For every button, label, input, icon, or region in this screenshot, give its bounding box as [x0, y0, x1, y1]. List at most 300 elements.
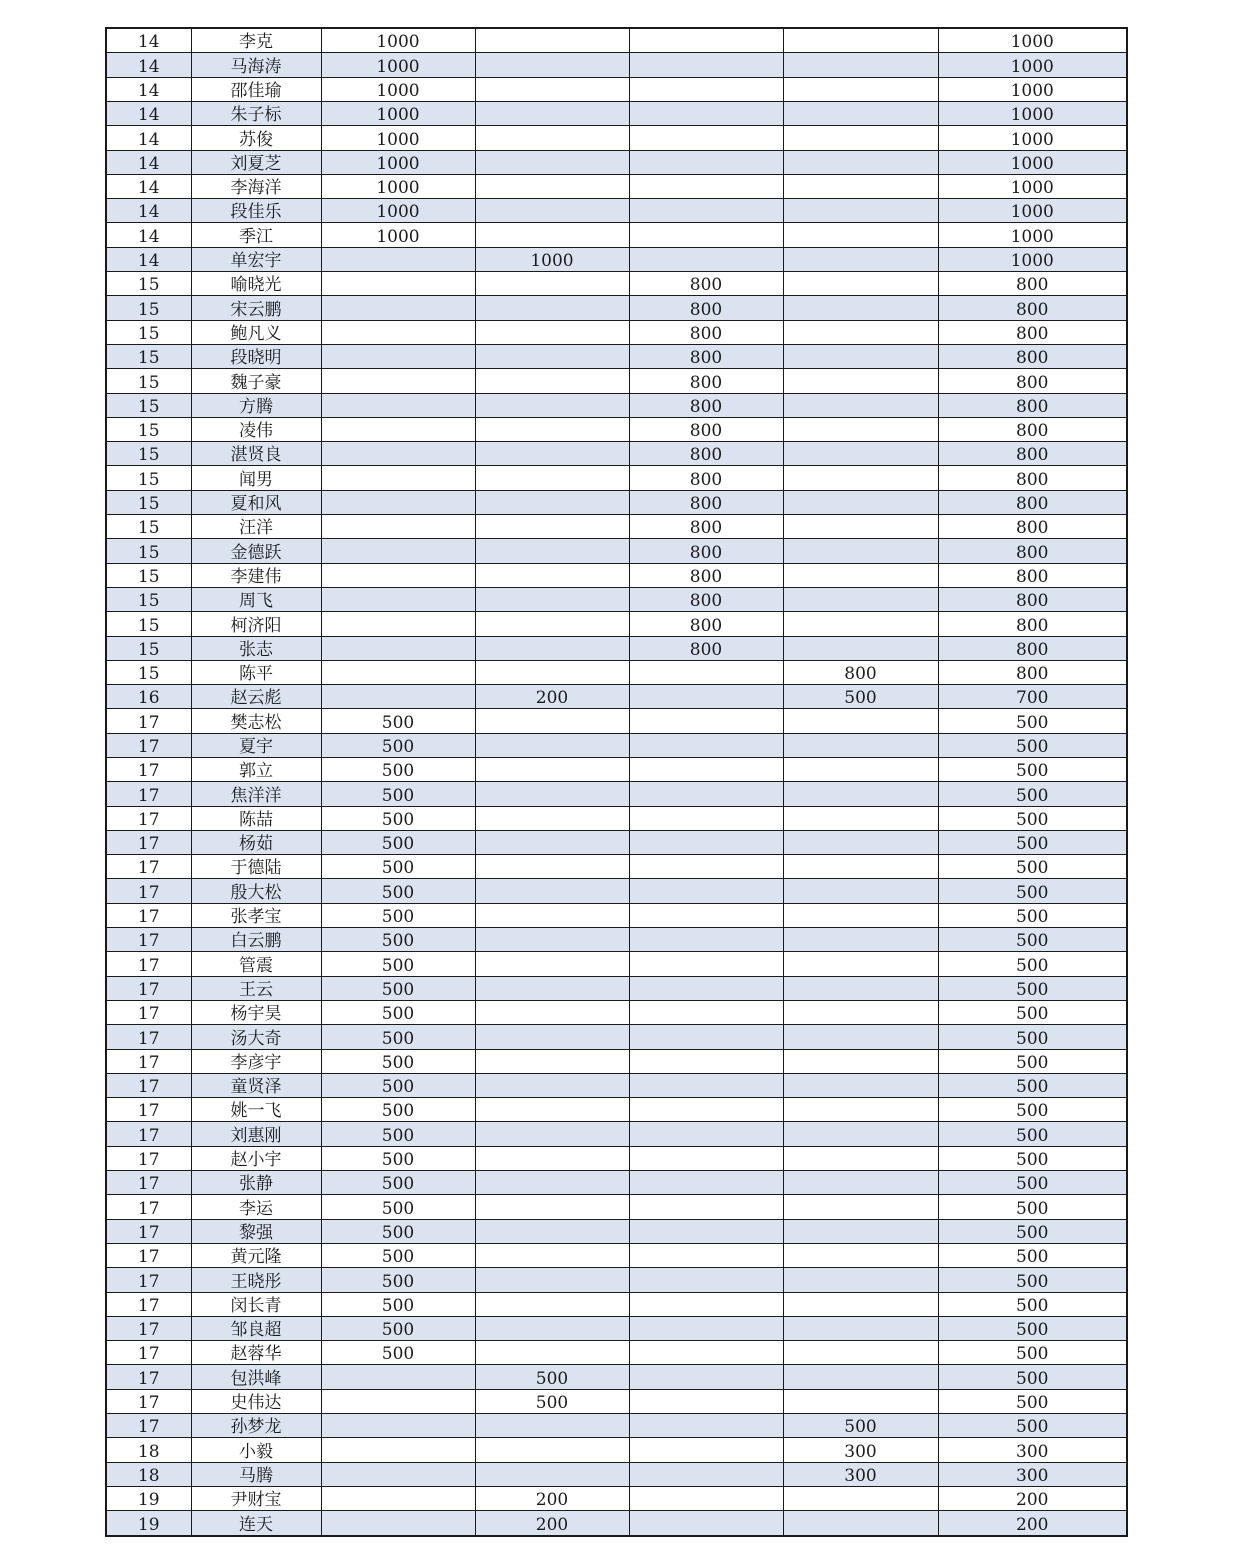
cell-amount-4: [783, 490, 938, 514]
cell-amount-2: [475, 442, 629, 466]
cell-amount-1: [321, 660, 475, 684]
cell-name: 喻晓光: [191, 272, 321, 296]
cell-amount-2: [475, 1243, 629, 1267]
cell-name: 苏俊: [191, 126, 321, 150]
cell-amount-1: [321, 369, 475, 393]
cell-amount-3: 800: [629, 296, 783, 320]
cell-amount-3: 800: [629, 393, 783, 417]
cell-amount-3: [629, 1365, 783, 1389]
cell-total: 1000: [938, 53, 1127, 77]
cell-amount-4: [783, 1098, 938, 1122]
cell-amount-2: [475, 515, 629, 539]
cell-total: 500: [938, 1000, 1127, 1024]
cell-amount-4: [783, 417, 938, 441]
cell-name: 湛贤良: [191, 442, 321, 466]
cell-name: 史伟达: [191, 1389, 321, 1413]
cell-amount-3: [629, 1219, 783, 1243]
cell-total: 1000: [938, 199, 1127, 223]
cell-amount-1: [321, 1462, 475, 1486]
cell-amount-4: [783, 174, 938, 198]
cell-total: 800: [938, 272, 1127, 296]
cell-amount-3: [629, 1414, 783, 1438]
cell-amount-2: [475, 101, 629, 125]
cell-amount-2: [475, 855, 629, 879]
cell-amount-1: 500: [321, 976, 475, 1000]
cell-name: 管震: [191, 952, 321, 976]
cell-amount-3: 800: [629, 442, 783, 466]
cell-total: 300: [938, 1438, 1127, 1462]
cell-amount-2: [475, 660, 629, 684]
cell-amount-4: [783, 1389, 938, 1413]
cell-amount-1: 500: [321, 1122, 475, 1146]
cell-rank: 17: [106, 1316, 191, 1340]
cell-name: 尹财宝: [191, 1486, 321, 1510]
cell-rank: 17: [106, 733, 191, 757]
cell-total: 500: [938, 806, 1127, 830]
cell-amount-3: [629, 952, 783, 976]
cell-amount-2: [475, 1414, 629, 1438]
cell-amount-4: [783, 369, 938, 393]
cell-total: 500: [938, 1122, 1127, 1146]
table-row: [106, 466, 1127, 490]
cell-total: 800: [938, 417, 1127, 441]
table-row: [106, 1122, 1127, 1146]
cell-amount-1: 500: [321, 1292, 475, 1316]
cell-amount-2: [475, 272, 629, 296]
cell-amount-4: [783, 1268, 938, 1292]
cell-amount-1: 1000: [321, 223, 475, 247]
cell-amount-4: [783, 101, 938, 125]
cell-amount-3: 800: [629, 587, 783, 611]
cell-amount-1: 500: [321, 1219, 475, 1243]
cell-amount-1: 1000: [321, 199, 475, 223]
cell-amount-3: [629, 1511, 783, 1536]
cell-amount-4: [783, 1073, 938, 1097]
cell-rank: 17: [106, 1146, 191, 1170]
cell-rank: 18: [106, 1438, 191, 1462]
cell-rank: 14: [106, 28, 191, 53]
table-row: [106, 28, 1127, 53]
cell-amount-4: [783, 563, 938, 587]
cell-amount-3: [629, 1049, 783, 1073]
cell-rank: 15: [106, 636, 191, 660]
cell-name: 周飞: [191, 587, 321, 611]
cell-total: 1000: [938, 126, 1127, 150]
cell-amount-2: [475, 1462, 629, 1486]
table-row: [106, 1341, 1127, 1365]
cell-name: 张孝宝: [191, 903, 321, 927]
cell-name: 邵佳瑜: [191, 77, 321, 101]
cell-name: 闻男: [191, 466, 321, 490]
cell-amount-4: [783, 1122, 938, 1146]
cell-amount-2: [475, 1098, 629, 1122]
table-row: [106, 806, 1127, 830]
cell-amount-2: 500: [475, 1389, 629, 1413]
cell-amount-2: [475, 150, 629, 174]
cell-rank: 17: [106, 757, 191, 781]
cell-amount-1: [321, 612, 475, 636]
cell-amount-3: [629, 1438, 783, 1462]
cell-amount-1: [321, 320, 475, 344]
cell-name: 邹良超: [191, 1316, 321, 1340]
table-row: [106, 1000, 1127, 1024]
cell-amount-3: 800: [629, 515, 783, 539]
table-row: [106, 1025, 1127, 1049]
cell-amount-2: 200: [475, 1486, 629, 1510]
table-row: [106, 393, 1127, 417]
cell-amount-1: 500: [321, 782, 475, 806]
table-row: [106, 417, 1127, 441]
cell-amount-4: [783, 1025, 938, 1049]
cell-amount-3: [629, 709, 783, 733]
cell-rank: 17: [106, 879, 191, 903]
cell-amount-2: [475, 344, 629, 368]
cell-rank: 19: [106, 1511, 191, 1536]
table-row: [106, 928, 1127, 952]
table-row: [106, 709, 1127, 733]
cell-rank: 15: [106, 587, 191, 611]
cell-amount-4: [783, 223, 938, 247]
table-row: [106, 612, 1127, 636]
cell-rank: 17: [106, 1049, 191, 1073]
cell-amount-3: [629, 830, 783, 854]
cell-name: 郭立: [191, 757, 321, 781]
cell-name: 黄元隆: [191, 1243, 321, 1267]
cell-amount-4: [783, 1292, 938, 1316]
cell-amount-3: [629, 806, 783, 830]
table-row: [106, 1486, 1127, 1510]
cell-amount-2: 200: [475, 685, 629, 709]
cell-name: 季江: [191, 223, 321, 247]
cell-amount-2: [475, 1146, 629, 1170]
cell-name: 金德跃: [191, 539, 321, 563]
cell-total: 700: [938, 685, 1127, 709]
cell-amount-4: [783, 53, 938, 77]
cell-amount-1: 500: [321, 1000, 475, 1024]
cell-rank: 15: [106, 344, 191, 368]
cell-amount-4: [783, 1341, 938, 1365]
cell-rank: 14: [106, 247, 191, 271]
cell-amount-4: [783, 952, 938, 976]
cell-amount-3: [629, 174, 783, 198]
cell-amount-4: [783, 733, 938, 757]
cell-amount-2: [475, 757, 629, 781]
table-row: [106, 369, 1127, 393]
cell-amount-3: [629, 150, 783, 174]
cell-amount-4: [783, 77, 938, 101]
cell-amount-4: [783, 1219, 938, 1243]
table-row: [106, 126, 1127, 150]
cell-total: 800: [938, 393, 1127, 417]
cell-amount-3: 800: [629, 417, 783, 441]
cell-amount-1: [321, 587, 475, 611]
cell-amount-4: [783, 636, 938, 660]
table-row: [106, 199, 1127, 223]
cell-name: 王晓彤: [191, 1268, 321, 1292]
cell-name: 黎强: [191, 1219, 321, 1243]
cell-total: 500: [938, 1049, 1127, 1073]
cell-amount-1: 500: [321, 1268, 475, 1292]
cell-name: 凌伟: [191, 417, 321, 441]
cell-amount-3: [629, 1316, 783, 1340]
cell-amount-1: 500: [321, 1025, 475, 1049]
cell-amount-4: [783, 855, 938, 879]
ranking-table: [105, 27, 1128, 1537]
cell-total: 500: [938, 1341, 1127, 1365]
cell-amount-2: [475, 806, 629, 830]
cell-total: 800: [938, 660, 1127, 684]
table-row: [106, 101, 1127, 125]
cell-name: 樊志松: [191, 709, 321, 733]
cell-amount-2: [475, 1292, 629, 1316]
cell-name: 刘惠刚: [191, 1122, 321, 1146]
cell-rank: 14: [106, 150, 191, 174]
table-row: [106, 1414, 1127, 1438]
cell-amount-4: [783, 1146, 938, 1170]
cell-amount-4: [783, 393, 938, 417]
cell-name: 连天: [191, 1511, 321, 1536]
cell-amount-3: 800: [629, 636, 783, 660]
cell-amount-4: [783, 879, 938, 903]
cell-rank: 14: [106, 53, 191, 77]
cell-name: 赵蓉华: [191, 1341, 321, 1365]
cell-amount-1: 500: [321, 1146, 475, 1170]
table-row: [106, 1316, 1127, 1340]
cell-name: 汪洋: [191, 515, 321, 539]
cell-amount-4: [783, 247, 938, 271]
cell-amount-3: [629, 28, 783, 53]
cell-amount-3: [629, 1341, 783, 1365]
cell-amount-1: [321, 1486, 475, 1510]
cell-name: 柯济阳: [191, 612, 321, 636]
cell-rank: 15: [106, 466, 191, 490]
cell-total: 500: [938, 879, 1127, 903]
cell-amount-1: [321, 247, 475, 271]
cell-rank: 15: [106, 490, 191, 514]
table-row: [106, 174, 1127, 198]
cell-amount-1: [321, 515, 475, 539]
cell-total: 500: [938, 1195, 1127, 1219]
cell-rank: 15: [106, 320, 191, 344]
cell-amount-2: [475, 928, 629, 952]
cell-amount-1: [321, 1365, 475, 1389]
cell-name: 闵长青: [191, 1292, 321, 1316]
cell-amount-3: 800: [629, 272, 783, 296]
cell-total: 500: [938, 952, 1127, 976]
cell-total: 500: [938, 1073, 1127, 1097]
cell-total: 800: [938, 490, 1127, 514]
cell-amount-4: [783, 442, 938, 466]
cell-name: 鲍凡义: [191, 320, 321, 344]
table-row: [106, 296, 1127, 320]
cell-name: 赵云彪: [191, 685, 321, 709]
table-row: [106, 685, 1127, 709]
cell-amount-1: 500: [321, 1049, 475, 1073]
table-row: [106, 247, 1127, 271]
cell-amount-3: [629, 879, 783, 903]
cell-rank: 14: [106, 174, 191, 198]
cell-amount-4: [783, 320, 938, 344]
cell-amount-2: [475, 709, 629, 733]
cell-amount-1: 1000: [321, 126, 475, 150]
cell-amount-2: [475, 1341, 629, 1365]
cell-amount-1: 500: [321, 903, 475, 927]
cell-amount-2: [475, 466, 629, 490]
cell-rank: 17: [106, 1122, 191, 1146]
cell-total: 500: [938, 1292, 1127, 1316]
cell-total: 500: [938, 1098, 1127, 1122]
cell-amount-2: [475, 320, 629, 344]
cell-total: 500: [938, 1365, 1127, 1389]
table-row: [106, 1146, 1127, 1170]
cell-name: 刘夏芝: [191, 150, 321, 174]
table-row: [106, 442, 1127, 466]
cell-rank: 14: [106, 199, 191, 223]
cell-total: 800: [938, 344, 1127, 368]
cell-amount-2: [475, 903, 629, 927]
cell-rank: 15: [106, 612, 191, 636]
cell-amount-4: [783, 1171, 938, 1195]
table-row: [106, 272, 1127, 296]
cell-rank: 14: [106, 223, 191, 247]
cell-total: 300: [938, 1462, 1127, 1486]
cell-amount-4: [783, 344, 938, 368]
cell-amount-4: [783, 928, 938, 952]
cell-amount-1: 500: [321, 757, 475, 781]
cell-rank: 17: [106, 976, 191, 1000]
cell-rank: 17: [106, 1292, 191, 1316]
cell-amount-4: [783, 757, 938, 781]
cell-name: 张志: [191, 636, 321, 660]
cell-amount-3: [629, 1195, 783, 1219]
table-row: [106, 830, 1127, 854]
cell-amount-3: [629, 126, 783, 150]
cell-amount-4: 300: [783, 1462, 938, 1486]
cell-amount-1: [321, 417, 475, 441]
cell-name: 马海涛: [191, 53, 321, 77]
cell-amount-2: [475, 490, 629, 514]
cell-amount-4: [783, 296, 938, 320]
cell-rank: 16: [106, 685, 191, 709]
cell-name: 孙梦龙: [191, 1414, 321, 1438]
cell-name: 童贤泽: [191, 1073, 321, 1097]
table-row: [106, 879, 1127, 903]
cell-amount-1: [321, 393, 475, 417]
cell-name: 于德陆: [191, 855, 321, 879]
cell-rank: 15: [106, 369, 191, 393]
cell-amount-3: [629, 660, 783, 684]
cell-amount-1: 500: [321, 1073, 475, 1097]
cell-amount-4: [783, 515, 938, 539]
cell-amount-3: 800: [629, 320, 783, 344]
table-row: [106, 660, 1127, 684]
cell-total: 1000: [938, 174, 1127, 198]
table-row: [106, 1171, 1127, 1195]
cell-amount-3: [629, 1486, 783, 1510]
cell-amount-4: [783, 1511, 938, 1536]
cell-total: 500: [938, 928, 1127, 952]
cell-name: 杨宇昊: [191, 1000, 321, 1024]
cell-total: 500: [938, 733, 1127, 757]
cell-amount-4: [783, 830, 938, 854]
cell-amount-1: [321, 685, 475, 709]
cell-name: 小毅: [191, 1438, 321, 1462]
cell-amount-1: 1000: [321, 174, 475, 198]
cell-total: 800: [938, 636, 1127, 660]
cell-amount-1: 500: [321, 830, 475, 854]
cell-amount-1: 500: [321, 952, 475, 976]
cell-amount-2: [475, 1316, 629, 1340]
cell-rank: 17: [106, 1025, 191, 1049]
table-row: [106, 1462, 1127, 1486]
cell-amount-3: [629, 247, 783, 271]
table-row: [106, 150, 1127, 174]
table-row: [106, 1073, 1127, 1097]
cell-amount-4: [783, 612, 938, 636]
cell-amount-4: [783, 466, 938, 490]
cell-amount-3: [629, 1000, 783, 1024]
cell-total: 500: [938, 1171, 1127, 1195]
cell-total: 800: [938, 466, 1127, 490]
cell-amount-1: 1000: [321, 28, 475, 53]
cell-total: 500: [938, 757, 1127, 781]
cell-amount-4: [783, 806, 938, 830]
cell-amount-3: [629, 1171, 783, 1195]
cell-amount-4: [783, 587, 938, 611]
cell-amount-2: [475, 53, 629, 77]
cell-amount-1: 500: [321, 1341, 475, 1365]
table-row: [106, 320, 1127, 344]
cell-total: 1000: [938, 28, 1127, 53]
cell-rank: 17: [106, 1098, 191, 1122]
cell-amount-3: [629, 1122, 783, 1146]
table-row: [106, 1365, 1127, 1389]
cell-amount-1: 1000: [321, 101, 475, 125]
cell-total: 500: [938, 1389, 1127, 1413]
cell-rank: 14: [106, 101, 191, 125]
cell-total: 800: [938, 296, 1127, 320]
cell-rank: 19: [106, 1486, 191, 1510]
cell-amount-2: [475, 199, 629, 223]
cell-amount-1: [321, 636, 475, 660]
cell-amount-2: [475, 539, 629, 563]
cell-name: 包洪峰: [191, 1365, 321, 1389]
cell-amount-1: 500: [321, 1195, 475, 1219]
cell-amount-3: [629, 53, 783, 77]
cell-total: 1000: [938, 101, 1127, 125]
cell-rank: 15: [106, 417, 191, 441]
cell-rank: 17: [106, 709, 191, 733]
cell-amount-2: [475, 1025, 629, 1049]
cell-amount-3: 800: [629, 344, 783, 368]
cell-total: 800: [938, 320, 1127, 344]
cell-amount-3: [629, 782, 783, 806]
cell-amount-2: [475, 1171, 629, 1195]
table-row: [106, 782, 1127, 806]
cell-rank: 17: [106, 1268, 191, 1292]
cell-name: 白云鹏: [191, 928, 321, 952]
cell-rank: 15: [106, 563, 191, 587]
table-row: [106, 952, 1127, 976]
cell-rank: 15: [106, 393, 191, 417]
cell-amount-3: [629, 199, 783, 223]
cell-total: 200: [938, 1486, 1127, 1510]
cell-amount-4: [783, 903, 938, 927]
cell-total: 500: [938, 709, 1127, 733]
cell-name: 李彦宇: [191, 1049, 321, 1073]
cell-amount-1: 500: [321, 1243, 475, 1267]
cell-amount-4: [783, 1243, 938, 1267]
